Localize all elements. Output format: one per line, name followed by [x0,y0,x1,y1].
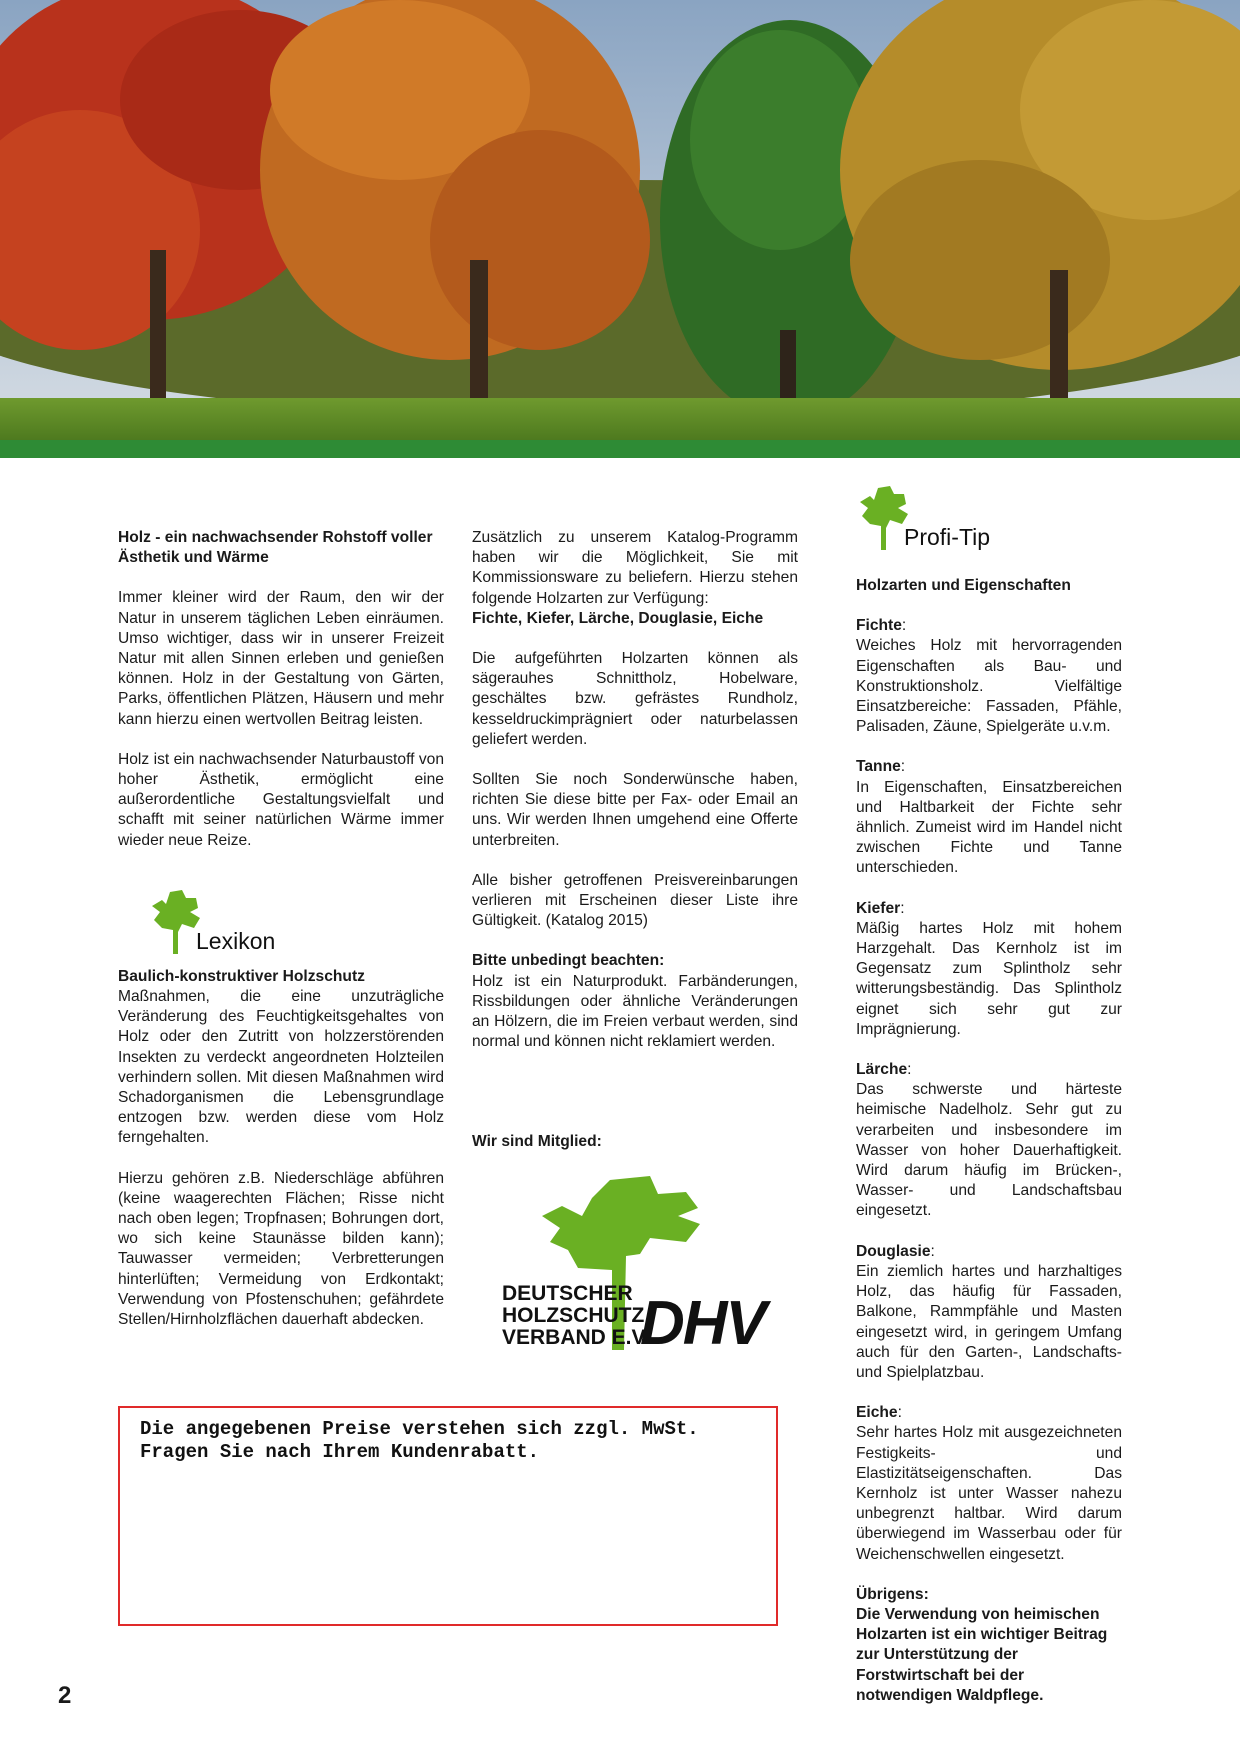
member-title: Wir sind Mitglied: [472,1133,602,1151]
notice-line-1: Die angegebenen Preise verstehen sich zzgl. MwSt. [140,1418,699,1440]
lexikon-badge [148,888,275,956]
column-middle [472,528,798,1153]
paragraph: Zusätzlich zu unserem Katalog-Programm haben wir die Möglichkeit, Sie mit Kommissionsware zu beliefern. Hierzu stehen folgende Holzarten zur Verfügung: [472,529,798,607]
footer-text: Die Verwendung von heimischen Holzarten ist ein wichtiger Beitrag zur Unterstützung der Forstwirtschaft bei der notwendigen Waldpflege. [856,1605,1108,1704]
wood-description: Ein ziemlich hartes und harzhaltiges Holz, das häufig für Fassaden, Balkone, Rammpfähle und Masten eingesetzt wird, in geringem Umfang auch für den Garten-, Landschafts- und Spielplatzbau. [856,1262,1122,1381]
header-photo-autumn-trees [0,0,1240,440]
wood-description: In Eigenschaften, Einsatzbereichen und Haltbarkeit der Fichte sehr ähnlich. Zumeist wird im Handel nicht zwischen Fichte und Tanne unterschieden. [856,778,1122,877]
wood-description: Das schwerste und härteste heimische Nadelholz. Sehr gut zu verarbeiten und insbesondere im Wasser von hoher Dauerhaftigkeit. Wird darum häufig im Brücken-, Wasser- und Landschaftsbau eingesetzt. [856,1081,1122,1220]
paragraph: Die aufgeführten Holzarten können als sägerauhes Schnittholz, Hobelware, geschältes bzw. gefrästes Rundholz, kesseldruckimprägniert oder naturbelassen geliefert werden. [472,650,798,748]
section-title: Holzarten und Eigenschaften [856,577,1071,594]
wood-name: Fichte: [856,617,907,635]
paragraph: Alle bisher getroffenen Preisvereinbarungen verlieren mit Erscheinen dieser Liste ihre Gültigkeit. (Katalog 2015) [472,871,798,930]
logo-line-3: VERBAND E.V. [502,1326,650,1349]
section-title: Holz - ein nachwachsender Rohstoff voller Ästhetik und Wärme [118,529,433,567]
wood-list: Fichte, Kiefer, Lärche, Douglasie, Eiche [472,609,764,627]
paragraph: Sollten Sie noch Sonderwünsche haben, richten Sie diese bitte per Fax- oder Email an uns. Wir werden Ihnen umgehend eine Offerte unterbreiten. [472,771,798,849]
wood-description: Weiches Holz mit hervorragenden Eigenschaften als Bau- und Konstruktionsholz. Vielfältige Einsatzbereiche: Fassaden, Pfähle, Palisaden, Zäune, Spielgeräte u.v.m. [856,637,1122,736]
wood-name: Lärche: [856,1061,912,1079]
lexikon-title: Baulich-konstruktiver Holzschutz [118,967,365,985]
paragraph: Holz ist ein nachwachsender Naturbaustoff von hoher Ästhetik, ermöglicht eine außerordentliche Gestaltungsvielfalt und schafft mit seiner natürlichen Wärme immer wieder neue Reize. [118,750,444,849]
price-notice-box [118,1406,778,1626]
column-right [856,576,1122,1706]
logo-line-2: HOLZSCHUTZ [502,1304,645,1327]
logo-mark: DHV [640,1289,765,1352]
wood-name: Tanne: [856,758,906,776]
logo-line-1: DEUTSCHER [502,1282,633,1305]
wood-description: Sehr hartes Holz mit ausgezeichneten Festigkeits- und Elastizitätseigenschaften. Das Kernholz ist unter Wasser nahezu unbegrenzt haltbar. Wird darum überwiegend im Wasserbau oder für Weichenschwellen eingesetzt. [856,1424,1122,1563]
paragraph: Maßnahmen, die eine unzuträgliche Veränderung des Feuchtigkeitsgehaltes von Holz oder den Zutritt von holzzerstörenden Insekten zu verdeckt angeordneten Holzteilen verhindern sollen. Mit diesen Maßnahmen wird Schadorganismen die Lebensgrundlage entzogen bzw. werden diese vom Holz ferngehalten. [118,988,444,1147]
page-number: 2 [58,1682,72,1709]
header-green-bar [0,440,1240,458]
profi-tip-badge [856,484,990,552]
notice-line-2: Fragen Sie nach Ihrem Kundenrabatt. [140,1441,540,1463]
dhv-logo [500,1172,780,1352]
footer-title: Übrigens: [856,1585,929,1603]
wood-name: Douglasie: [856,1242,935,1260]
paragraph: Holz ist ein Naturprodukt. Farbänderungen, Rissbildungen oder ähnliche Veränderungen an Hölzern, die im Freien verbaut werden, sind normal und können nicht reklamiert werden. [472,972,798,1051]
profi-tip-label: Profi-Tip [904,524,991,550]
paragraph: Immer kleiner wird der Raum, den wir der Natur in unserem täglichen Leben einräumen. Umso wichtiger, dass wir in unserer Freizeit Natur mit allen Sinnen erleben und genießen können. Holz in der Gestaltung von Gärten, Parks, öffentlichen Plätzen, Häusern und mehr kann hierzu einen wertvollen Beitrag leisten. [118,589,444,728]
lexikon-label: Lexikon [196,928,276,954]
attention-title: Bitte unbedingt beachten: [472,952,665,970]
wood-name: Eiche: [856,1404,902,1422]
paragraph: Hierzu gehören z.B. Niederschläge abführen (keine waagerechten Flächen; Risse nicht nach oben legen; Tropfnasen; Bohrungen dort, wo sich keine Staunässe bilden kann); Tauwasser vermeiden; Verbretterungen hinterlüften; Vermeidung von Erdkontakt; Verwendung von Pfostenschuhen; gefährdete Stellen/Hirnholzflächen dauerhaft abdecken. [118,1169,444,1329]
wood-description: Mäßig hartes Holz mit hohem Harzgehalt. Das Kernholz ist im Gegensatz zum Splintholz sehr witterungsbeständig. Das Splintholz eignet sich sehr gut zur Imprägnierung. [856,919,1122,1038]
wood-name: Kiefer: [856,899,905,917]
